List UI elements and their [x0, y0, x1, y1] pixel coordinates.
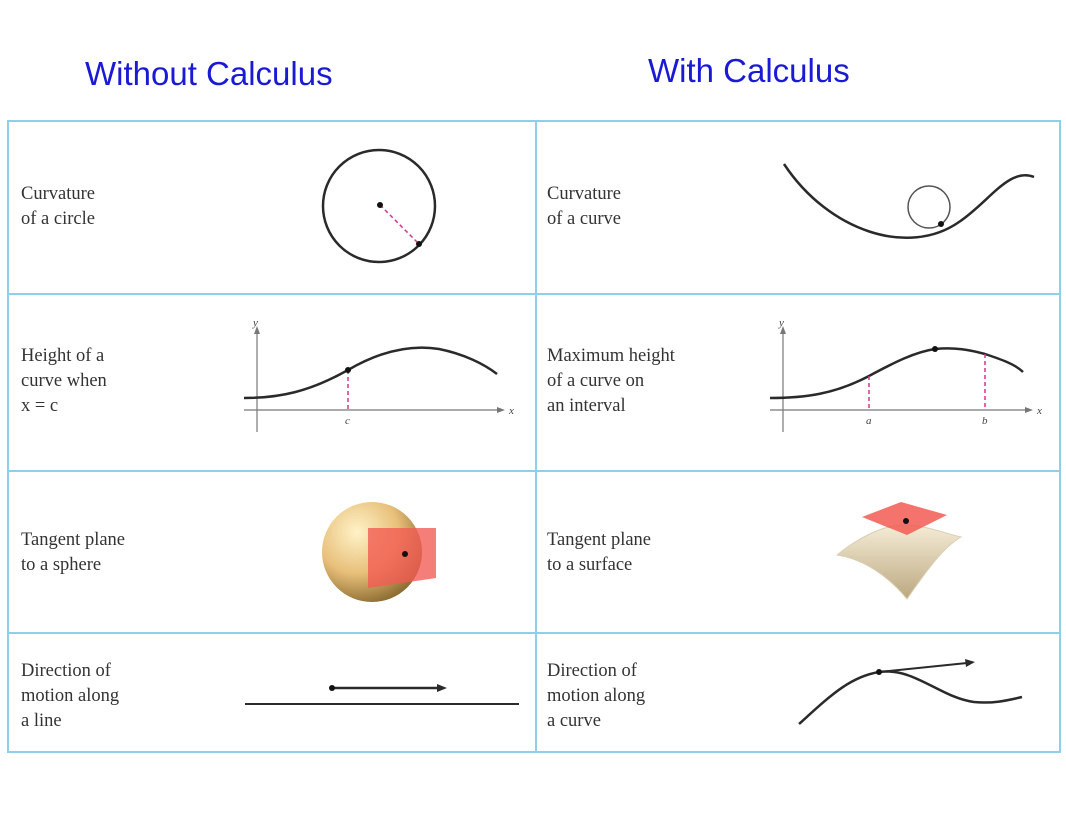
y-axis-label: y: [253, 317, 258, 329]
y-axis-label: y: [779, 317, 784, 329]
direction-vector: [879, 663, 967, 672]
tangent-plane: [368, 528, 436, 588]
x-axis-arrow: [497, 407, 505, 413]
heading-with-calculus: With Calculus: [648, 52, 850, 89]
circle-figure: [309, 142, 449, 292]
center-point: [377, 202, 383, 208]
moving-point: [329, 685, 335, 691]
curve-motion-figure: [789, 652, 1049, 732]
x-axis-label: x: [509, 405, 514, 417]
line-motion-figure: [239, 672, 529, 722]
point-on-circle: [416, 241, 422, 247]
osculating-circle: [908, 186, 950, 228]
point-on-curve: [938, 221, 944, 227]
label-height-curve: Height of a curve when x = c: [21, 346, 107, 416]
point-at-c: [345, 367, 351, 373]
row-divider: [9, 470, 1059, 472]
surface: [837, 525, 961, 599]
tick-label-c: c: [345, 415, 350, 427]
height-curve-figure: [239, 314, 529, 444]
tick-label-a: a: [866, 415, 872, 427]
x-axis-arrow: [1025, 407, 1033, 413]
curve-curvature-figure: [769, 152, 1049, 252]
max-height-figure: [765, 314, 1055, 444]
label-motion-line: Direction of motion along a line: [21, 661, 120, 731]
label-curvature-circle: Curvature of a circle: [21, 184, 95, 229]
label-motion-curve: Direction of motion along a curve: [547, 661, 646, 731]
label-tangent-sphere: Tangent plane to a sphere: [21, 530, 126, 575]
point-of-tangency: [402, 551, 408, 557]
label-tangent-surface: Tangent plane to a surface: [547, 530, 652, 575]
surface-figure: [829, 497, 969, 607]
moving-point: [876, 669, 882, 675]
heading-without-calculus: Without Calculus: [85, 55, 333, 92]
arrowhead: [965, 659, 975, 667]
column-divider: [535, 122, 537, 751]
curve-path: [244, 348, 497, 398]
maximum-point: [932, 346, 938, 352]
radius-dashed: [380, 205, 419, 244]
x-axis-label: x: [1037, 405, 1042, 417]
point-of-tangency: [903, 518, 909, 524]
comparison-table: [7, 120, 1061, 753]
tick-label-b: b: [982, 415, 988, 427]
label-curvature-curve: Curvature of a curve: [547, 184, 621, 229]
row-divider: [9, 293, 1059, 295]
curve-path: [799, 671, 1022, 724]
sphere-figure: [314, 494, 454, 614]
arrowhead: [437, 684, 447, 692]
label-maximum-height: Maximum height of a curve on an interval: [547, 346, 675, 416]
row-divider: [9, 632, 1059, 634]
